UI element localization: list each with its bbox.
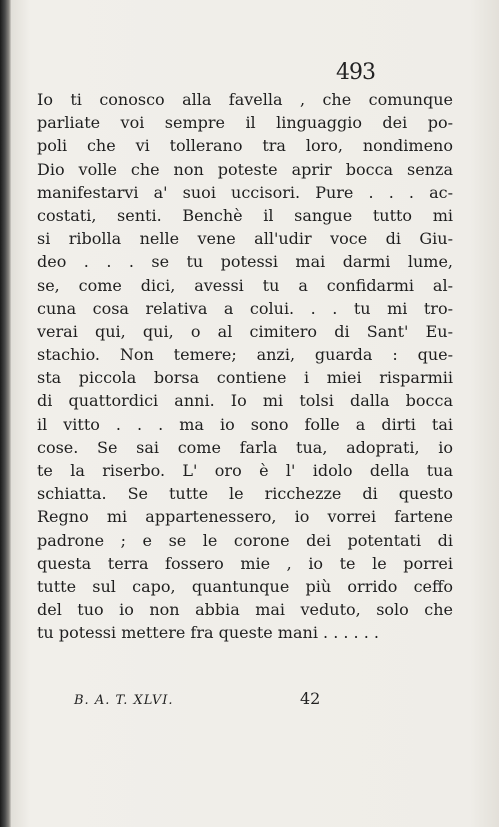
- text-line: poli che vi tollerano tra loro, nondimeno: [37, 136, 453, 156]
- text-line: il vitto . . . ma io sono folle a dirti tai: [37, 414, 453, 434]
- text-line: se, come dici, avessi tu a confidarmi al-: [37, 275, 453, 295]
- text-line: parliate voi sempre il linguaggio dei po-: [37, 113, 453, 133]
- text-line: te la riserbo. L' oro è l' idolo della tua: [37, 461, 453, 480]
- text-line: cuna cosa relativa a colui. . . tu mi tro-: [37, 298, 453, 318]
- text-line: tu potessi mettere fra queste mani . . . . . .: [37, 623, 379, 643]
- text-line: di quattordici anni. Io mi tolsi dalla bocca: [37, 391, 453, 411]
- text-line: deo . . . se tu potessi mai darmi lume,: [37, 252, 453, 272]
- text-line: Io ti conosco alla favella , che comunque: [37, 90, 453, 109]
- signature-mark: B. A. T. XLVI.: [74, 693, 174, 708]
- text-line: schiatta. Se tutte le ricchezze di questo: [37, 484, 453, 504]
- text-line: sta piccola borsa contiene i miei risparmii: [37, 368, 453, 388]
- text-line: del tuo io non abbia mai veduto, solo che: [37, 600, 453, 620]
- text-line: stachio. Non temere; anzi, guarda : que-: [37, 345, 453, 365]
- body-text: [37, 88, 453, 645]
- text-line: cose. Se sai come farla tua, adoprati, io: [37, 437, 453, 457]
- text-line: verai qui, qui, o al cimitero di Sant' Eu-: [37, 321, 453, 341]
- text-line: Dio volle che non poteste aprir bocca senza: [37, 159, 453, 179]
- binding-edge: [0, 0, 11, 827]
- sheet-number: 42: [300, 689, 321, 708]
- text-line: tutte sul capo, quantunque più orrido ceffo: [37, 576, 453, 596]
- text-line: padrone ; e se le corone dei potentati di: [37, 530, 453, 550]
- text-line: manifestarvi a' suoi uccisori. Pure . . . ac-: [37, 182, 453, 202]
- page-number: 493: [336, 60, 375, 85]
- text-line: questa terra fossero mie , io te le porrei: [37, 553, 453, 573]
- text-line: si ribolla nelle vene all'udir voce di Giu-: [37, 229, 453, 249]
- text-line: Regno mi appartenessero, io vorrei fartene: [37, 507, 453, 527]
- text-line: costati, senti. Benchè il sangue tutto mi: [37, 205, 453, 225]
